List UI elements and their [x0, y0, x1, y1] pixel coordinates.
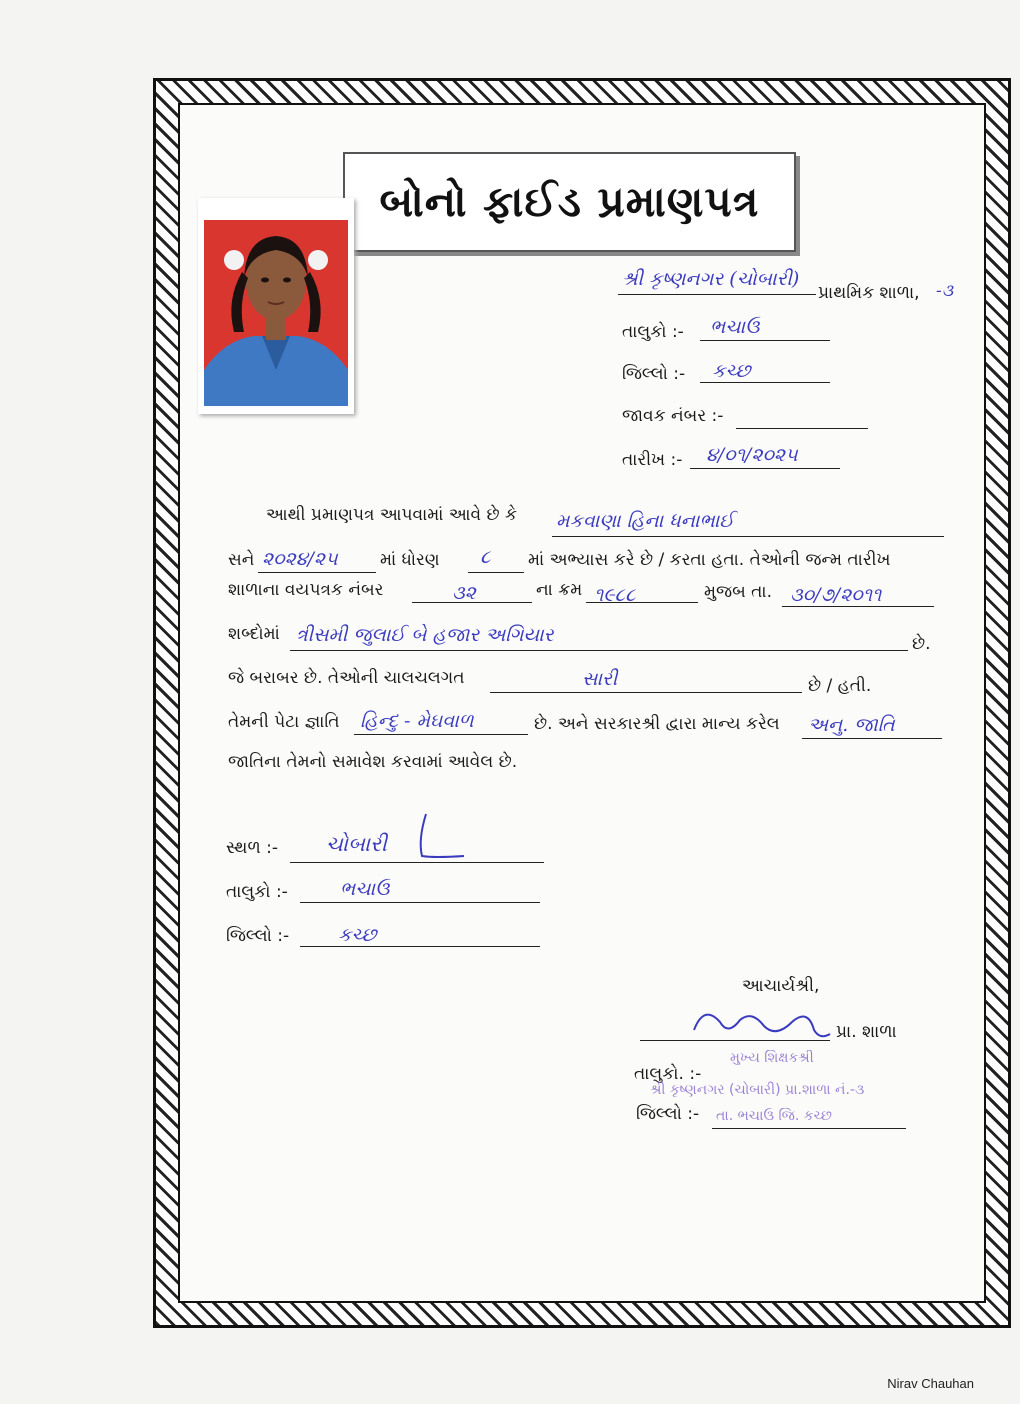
sig-taluko-label: તાલુકો. :-	[634, 1064, 702, 1084]
year-line	[258, 572, 376, 573]
mujab-label: મુજબ તા.	[704, 582, 772, 602]
kram-line	[586, 602, 698, 603]
jillo-label: જિલ્લો :-	[622, 364, 686, 384]
tarikh-label: તારીખ :-	[622, 450, 683, 470]
register-label: શાળાના વયપત્રક નંબર	[228, 580, 384, 600]
student-photo	[198, 198, 354, 414]
tarikh-line	[690, 468, 840, 469]
student-portrait	[204, 220, 348, 406]
school-number: -૩	[936, 281, 954, 301]
kram-label: ના ક્રમ	[536, 580, 583, 600]
stamp-line-1: મુખ્ય શિક્ષકશ્રી	[730, 1050, 814, 1066]
dhoran-value: ૮	[480, 546, 491, 568]
school-suffix: પ્રાથમિક શાળા,	[818, 283, 920, 303]
pra-shala-label: પ્રા. શાળા	[836, 1022, 897, 1042]
che-hati: છે / હતી.	[808, 676, 872, 696]
school-name-line	[618, 294, 816, 295]
dhoran-line	[468, 572, 524, 573]
register-value: ૩૨	[452, 582, 476, 604]
place-jillo-line	[300, 946, 540, 947]
sig-jillo-line	[712, 1128, 906, 1129]
dob-words: ત્રીસમી જુલાઈ બે હજાર અગિયાર	[296, 624, 554, 646]
line1-prefix: આથી પ્રમાણપત્ર આપવામાં આવે છે કે	[266, 505, 517, 525]
conduct-value: સારી	[582, 668, 618, 690]
sig-jillo-label: જિલ્લો :-	[636, 1104, 700, 1124]
signature-line	[640, 1040, 830, 1041]
shabdoma-label: શબ્દોમાં	[228, 624, 280, 644]
che-dot: છે.	[912, 634, 931, 654]
place-taluko-line	[300, 902, 540, 903]
stamp-line-3: તા. ભચાઉ જિ. કચ્છ	[716, 1108, 832, 1124]
peta-value: હિન્દુ - મેઘવાળ	[360, 710, 474, 732]
dob-line	[782, 606, 934, 607]
barabar-text: જે બરાબર છે. તેઓની ચાલચલગત	[228, 668, 465, 688]
peta-label: તેમની પેટા જ્ઞાતિ	[228, 712, 340, 732]
certificate-title: બોનો ફાઈડ પ્રમાણપત્ર	[379, 177, 760, 226]
tarikh-value: ૪/૦૧/૨૦૨૫	[706, 444, 798, 466]
dob-words-line	[290, 650, 908, 651]
conduct-line	[490, 692, 802, 693]
place-jillo-value: કચ્છ	[338, 924, 377, 946]
acharya-label: આચાર્યશ્રી,	[742, 976, 820, 996]
kram-value: ૧૯૮૮	[594, 584, 636, 606]
register-line	[412, 602, 532, 603]
jillo-value: કચ્છ	[712, 360, 751, 382]
school-name: શ્રી કૃષ્ણનગર (ચોબારી)	[622, 268, 800, 290]
sarkar-text: છે. અને સરકારશ્રી દ્વારા માન્ય કરેલ	[534, 714, 780, 734]
place-taluko-label: તાલુકો :-	[226, 882, 288, 902]
sthal-value: ચોબારી	[326, 832, 387, 856]
taluko-value: ભચાઉ	[710, 316, 760, 338]
place-taluko-value: ભચાઉ	[340, 878, 390, 900]
student-name: મકવાણા હિના ધનાભાઈ	[556, 510, 734, 532]
sthal-flourish	[404, 810, 468, 862]
category-line	[802, 738, 942, 739]
taluko-label: તાલુકો :-	[622, 322, 684, 342]
place-jillo-label: જિલ્લો :-	[226, 926, 290, 946]
dob-value: ૩૦/૭/૨૦૧૧	[790, 584, 882, 606]
javak-label: જાવક નંબર :-	[622, 406, 724, 426]
final-line: જાતિના તેમનો સમાવેશ કરવામાં આવેલ છે.	[228, 752, 518, 772]
study-text: માં અભ્યાસ કરે છે / કરતા હતા. તેઓની જન્મ તારીખ	[528, 550, 891, 570]
peta-line	[354, 734, 528, 735]
year-value: ૨૦૨૪/૨૫	[262, 548, 338, 570]
footer-credit: Nirav Chauhan	[887, 1376, 974, 1391]
javak-line	[736, 428, 868, 429]
student-name-line	[552, 536, 944, 537]
sthal-line	[290, 862, 544, 863]
taluko-line	[700, 340, 830, 341]
sane-label: સને	[228, 550, 255, 570]
sthal-label: સ્થળ :-	[226, 838, 278, 858]
dhoran-label: માં ધોરણ	[380, 550, 440, 570]
title-box	[343, 152, 796, 252]
stamp-line-2: શ્રી કૃષ્ણનગર (ચોબારી) પ્રા.શાળા નં.-૩	[650, 1082, 865, 1098]
category-value: અનુ. જાતિ	[808, 714, 895, 736]
jillo-line	[700, 382, 830, 383]
